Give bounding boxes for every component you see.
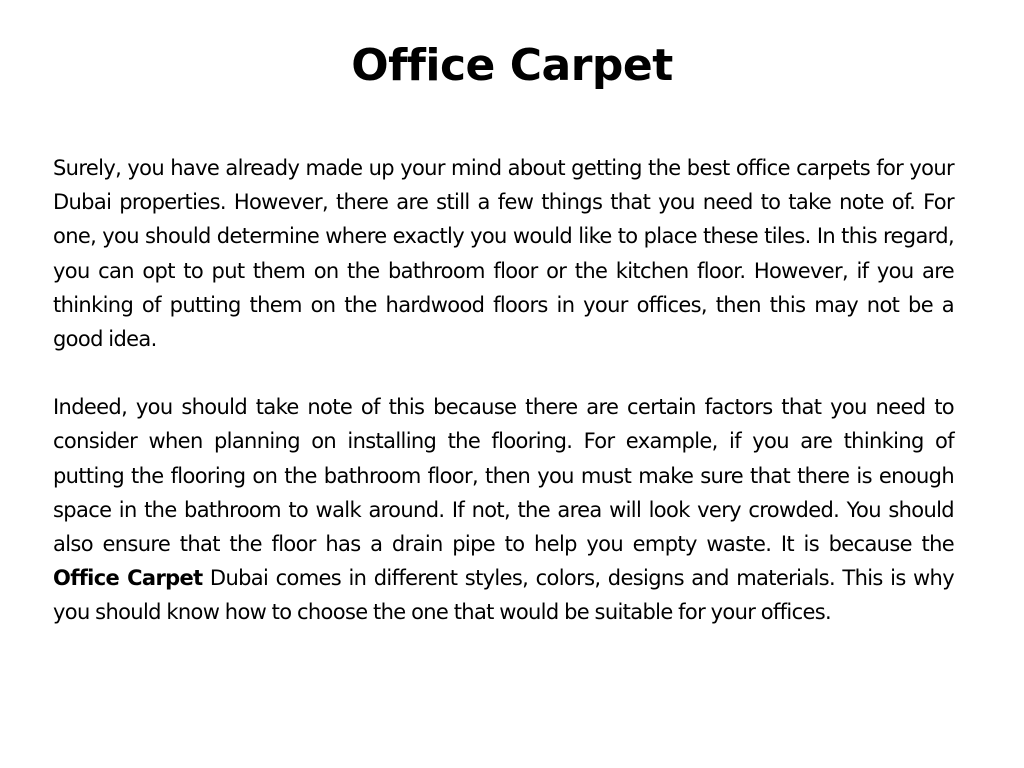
paragraph-2 xyxy=(53,390,954,629)
paragraph-2-text-after: Dubai comes in different styles, colors, designs and materials. This is why you should know how to choose the one that would be suitable for your offices. xyxy=(53,566,954,625)
office-carpet-bold-text: Office Carpet xyxy=(53,566,203,591)
paragraph-1: Surely, you have already made up your mind about getting the best office carpets for your Dubai properties. However, there are still a few things that you need to take note of. For one, you should determine where exactly you would like to place these tiles. In this regard, you can opt to put them on the bathroom floor or the kitchen floor. However, if you are thinking of putting them on the hardwood floors in your offices, then this may not be a good idea. xyxy=(53,156,954,352)
slide-body xyxy=(53,151,954,630)
paragraph-2-text-before: Indeed, you should take note of this because there are certain factors that you need to consider when planning on installing the flooring. For example, if you are thinking of putting the flooring on the bathroom floor, then you must make sure that there is enough space in the bathroom to walk around. If not, the area will look very crowded. You should also ensure that the floor has a drain pipe to help you empty waste. It is because the xyxy=(53,395,954,557)
slide-title: Office Carpet xyxy=(351,40,673,91)
